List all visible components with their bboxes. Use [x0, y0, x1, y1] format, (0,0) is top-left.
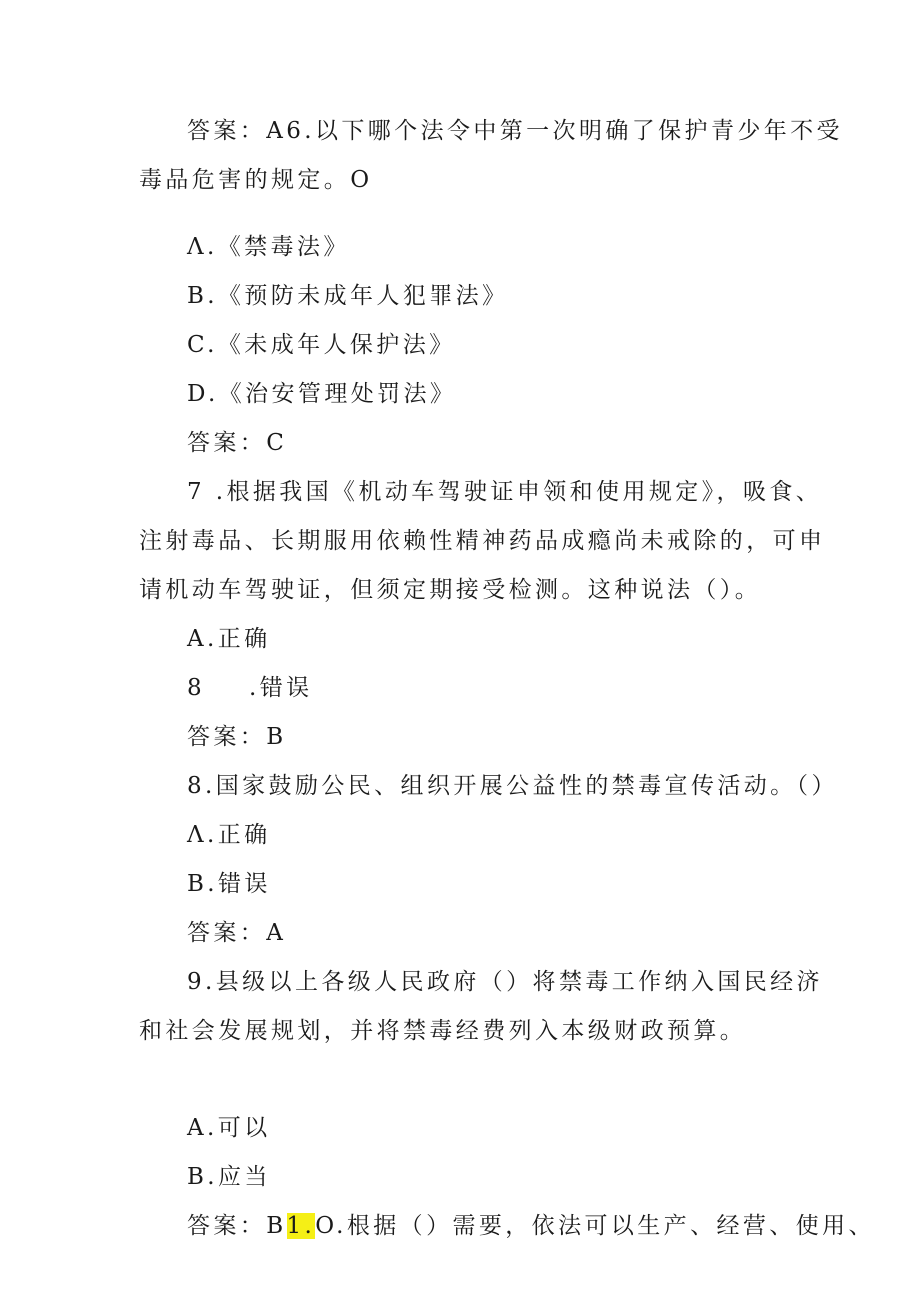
option-b: B.《预防未成年人犯罪法》 — [187, 283, 509, 309]
answer-line-q5-and-question-6: 答案：A6.以下哪个法令中第一次明确了保护青少年不受 — [187, 118, 843, 144]
option-c: C.《未成年人保护法》 — [187, 332, 456, 358]
answer-q8: 答案：A — [187, 920, 287, 946]
option-b: B.应当 — [187, 1164, 271, 1190]
question-6-continued: 毒品危害的规定。O — [139, 167, 373, 193]
question-7: 7 .根据我国《机动车驾驶证申领和使用规定》，吸食、 — [187, 479, 823, 505]
question-7-continued: 注射毒品、长期服用依赖性精神药品成瘾尚未戒除的，可申 — [139, 528, 826, 554]
option-d: D.《治安管理处罚法》 — [187, 381, 457, 407]
option-a: Λ.正确 — [187, 822, 271, 848]
option-b — [187, 673, 313, 703]
option-number: 8 — [187, 675, 206, 701]
question-10-text: O.根据（）需要，依法可以生产、经营、使用、 — [315, 1213, 875, 1239]
answer-q9-and-question-10 — [187, 1211, 875, 1241]
question-7-continued: 请机动车驾驶证，但须定期接受检测。这种说法（）。 — [139, 577, 762, 603]
highlighted-text: 1. — [286, 1213, 316, 1239]
option-b: B.错误 — [187, 871, 271, 897]
answer-text: 答案：B — [187, 1213, 287, 1239]
option-a: A.可以 — [187, 1115, 271, 1141]
answer-q6: 答案：C — [187, 430, 288, 456]
question-9-continued: 和社会发展规划，并将禁毒经费列入本级财政预算。 — [139, 1018, 747, 1044]
question-8: 8.国家鼓励公民、组织开展公益性的禁毒宣传活动。（） — [187, 773, 838, 799]
option-a: A.正确 — [187, 626, 271, 652]
question-9: 9.县级以上各级人民政府（）将禁毒工作纳入国民经济 — [187, 969, 823, 995]
option-a: Λ.《禁毒法》 — [187, 234, 350, 260]
option-text: .错误 — [249, 675, 313, 701]
answer-q7: 答案：B — [187, 724, 287, 750]
